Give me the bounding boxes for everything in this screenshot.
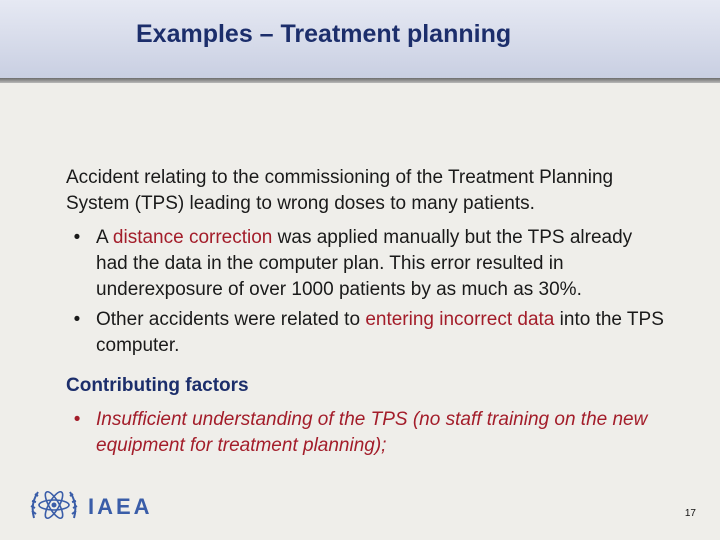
contributing-factors-heading: Contributing factors: [66, 375, 249, 396]
bullet-text-pre: A: [96, 227, 113, 248]
logo-text: IAEA: [88, 494, 153, 519]
slide-title: Examples – Treatment planning: [136, 20, 512, 48]
slide-body: [66, 165, 666, 463]
bullet-icon: •: [73, 409, 81, 430]
bullet-icon: •: [73, 309, 81, 330]
accident-list: [66, 225, 666, 359]
bullet-highlight: entering incorrect data: [365, 309, 555, 330]
bullet-text-post: was applied manually but the TPS already had the data in the computer plan. This error resulted in underexposure of over 1000 patients by as much as 30%.: [96, 227, 633, 300]
bullet-highlight: distance correction: [112, 227, 273, 248]
contributing-factors-list: [66, 407, 666, 459]
intro-paragraph: Accident relating to the commissioning of the Treatment Planning System (TPS) leading to wrong doses to many patients.: [66, 167, 614, 214]
bullet-icon: •: [73, 227, 81, 248]
title-divider: [0, 78, 720, 83]
iaea-logo: [28, 484, 160, 530]
bullet-text-pre: Other accidents were related to: [96, 309, 366, 330]
contributing-item-text: Insufficient understanding of the TPS (no staff training on the new equipment for treatment planning);: [96, 409, 648, 456]
list-item: [66, 307, 666, 359]
atom-icon: [28, 484, 80, 530]
bullet-text-post: into the TPS computer.: [96, 309, 664, 356]
list-item: [66, 225, 666, 303]
list-item: [66, 407, 666, 459]
page-number: 17: [684, 508, 696, 519]
